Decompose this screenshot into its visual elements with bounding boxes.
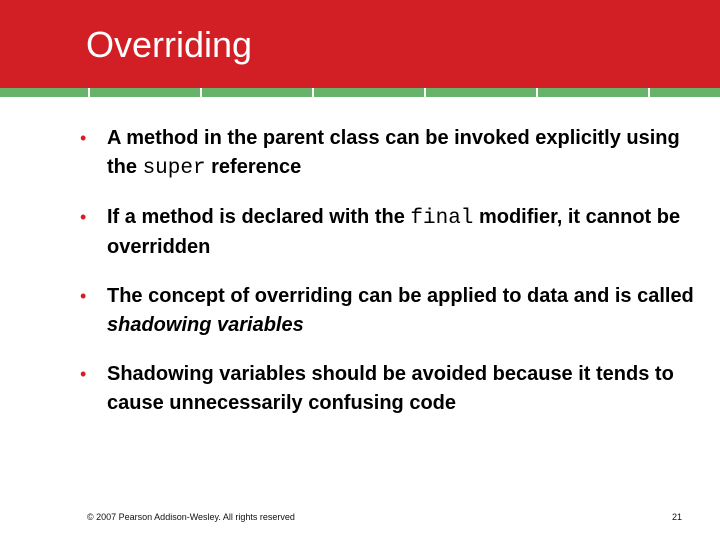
stripe-divider [88, 88, 90, 97]
stripe-divider [424, 88, 426, 97]
green-stripe [0, 88, 720, 97]
title-bar [0, 0, 720, 88]
stripe-divider [312, 88, 314, 97]
bullet-icon: • [80, 128, 87, 148]
page-number: 21 [671, 512, 682, 522]
slide-title: Overriding [86, 24, 253, 65]
bullet-icon: • [80, 286, 87, 306]
bullet-text: Shadowing variables should be avoided because it tends to cause unnecessarily confusing code [107, 363, 674, 414]
code-keyword: super [142, 157, 206, 180]
stripe-divider [200, 88, 202, 97]
bullet-icon: • [80, 207, 87, 227]
bullet-text: reference [205, 156, 302, 178]
bullet-item [80, 360, 700, 418]
stripe-divider [648, 88, 650, 97]
bullet-icon: • [80, 364, 87, 384]
bullet-item [80, 203, 700, 262]
bullet-item [80, 124, 700, 183]
bullet-text: If a method is declared with the [107, 206, 411, 228]
code-keyword: final [410, 207, 474, 230]
bullet-text: modifier, it cannot be overridden [107, 206, 681, 258]
bullet-text: A method in the parent class can be invoked explicitly using the [107, 127, 680, 178]
bullet-text: The concept of overriding can be applied to data and is called [107, 285, 694, 307]
emphasis-term: shadowing variables [107, 314, 304, 336]
bullet-list [80, 124, 700, 438]
stripe-divider [536, 88, 538, 97]
bullet-item [80, 282, 700, 340]
footer-copyright: © 2007 Pearson Addison-Wesley. All rights reserved [87, 512, 295, 522]
